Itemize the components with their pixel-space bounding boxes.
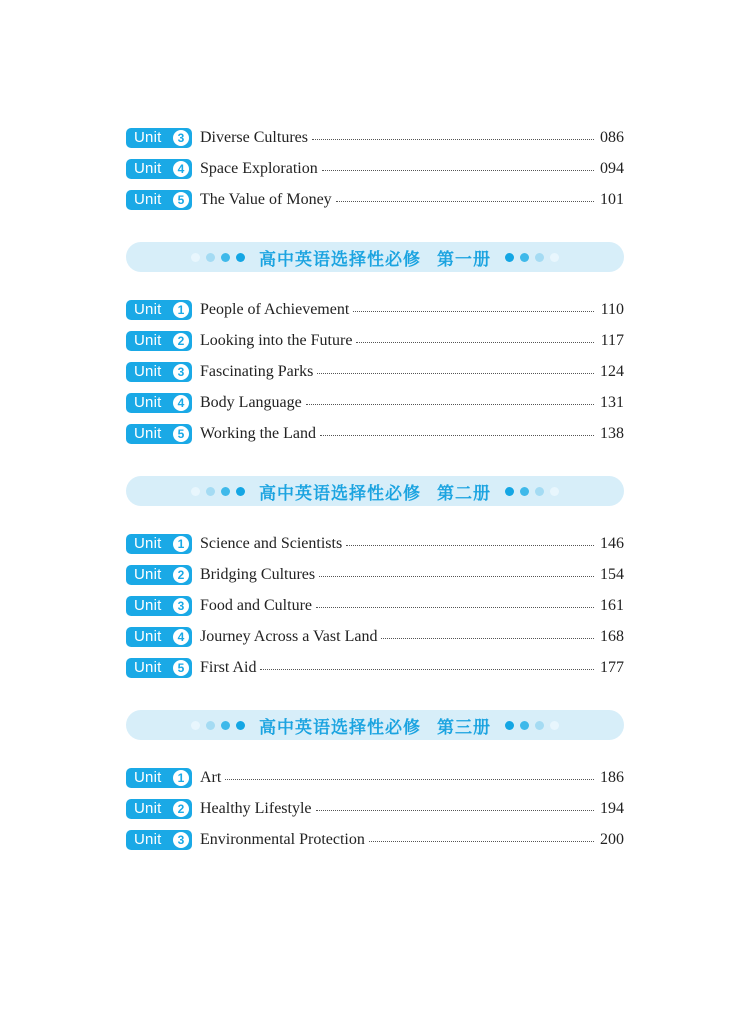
banner-dots-left: [191, 487, 245, 496]
dot-leader: [316, 810, 594, 811]
unit-number: 5: [173, 660, 189, 676]
page-number: 086: [600, 128, 624, 146]
banner-dots-right: [505, 487, 559, 496]
unit-number: 1: [173, 302, 189, 318]
volume-banner-3: [126, 710, 624, 740]
unit-number: 3: [173, 832, 189, 848]
banner-title: [259, 479, 491, 504]
volume-name: 第二册: [437, 483, 491, 504]
toc-entry[interactable]: [126, 325, 624, 356]
page-number: 138: [600, 424, 624, 442]
toc-entry[interactable]: [126, 528, 624, 559]
dot-leader: [336, 201, 594, 202]
volume-name: 第一册: [437, 249, 491, 270]
table-of-contents: [126, 122, 624, 855]
unit-label: Unit: [134, 425, 162, 442]
unit-label: Unit: [134, 394, 162, 411]
unit-label: Unit: [134, 800, 162, 817]
banner-title: [259, 713, 491, 738]
toc-entry[interactable]: [126, 824, 624, 855]
toc-entry[interactable]: [126, 356, 624, 387]
unit-badge: [126, 830, 192, 850]
dot-leader: [316, 607, 594, 608]
dot-leader: [356, 342, 594, 343]
toc-entry[interactable]: [126, 652, 624, 683]
unit-label: Unit: [134, 597, 162, 614]
unit-label: Unit: [134, 301, 162, 318]
banner-dots-left: [191, 253, 245, 262]
toc-entry[interactable]: [126, 762, 624, 793]
unit-label: Unit: [134, 535, 162, 552]
toc-entry[interactable]: [126, 184, 624, 215]
unit-number: 4: [173, 161, 189, 177]
dot-leader: [260, 669, 594, 670]
toc-entry[interactable]: [126, 590, 624, 621]
unit-badge: [126, 128, 192, 148]
dot-leader: [320, 435, 594, 436]
entry-title: The Value of Money: [200, 190, 332, 208]
page-number: 186: [600, 768, 624, 786]
page-number: 146: [600, 534, 624, 552]
unit-label: Unit: [134, 363, 162, 380]
entry-title: Journey Across a Vast Land: [200, 627, 378, 645]
entry-title: Looking into the Future: [200, 331, 353, 349]
unit-badge: [126, 424, 192, 444]
volume-banner-2: [126, 476, 624, 506]
entry-title: Working the Land: [200, 424, 317, 442]
page-number: 177: [600, 658, 624, 676]
entry-title: First Aid: [200, 658, 257, 676]
entry-title: Space Exploration: [200, 159, 318, 177]
page-number: 200: [600, 830, 624, 848]
page-number: 131: [600, 393, 624, 411]
toc-entry[interactable]: [126, 122, 624, 153]
unit-badge: [126, 300, 192, 320]
unit-badge: [126, 799, 192, 819]
banner-dots-right: [505, 253, 559, 262]
entry-title: Diverse Cultures: [200, 128, 308, 146]
unit-number: 4: [173, 629, 189, 645]
section-continued: [126, 122, 624, 215]
unit-number: 2: [173, 801, 189, 817]
toc-entry[interactable]: [126, 418, 624, 449]
toc-entry[interactable]: [126, 387, 624, 418]
banner-title: [259, 245, 491, 270]
unit-badge: [126, 534, 192, 554]
unit-label: Unit: [134, 160, 162, 177]
banner-dots-left: [191, 721, 245, 730]
page-number: 101: [600, 190, 624, 208]
page-number: 194: [600, 799, 624, 817]
unit-label: Unit: [134, 332, 162, 349]
page-number: 124: [600, 362, 624, 380]
dot-leader: [225, 779, 594, 780]
toc-entry[interactable]: [126, 559, 624, 590]
unit-label: Unit: [134, 769, 162, 786]
volume-name: 第三册: [437, 717, 491, 738]
page-number: 168: [600, 627, 624, 645]
banner-dots-right: [505, 721, 559, 730]
unit-number: 3: [173, 364, 189, 380]
entry-title: Environmental Protection: [200, 830, 365, 848]
unit-badge: [126, 658, 192, 678]
section-volume-1: [126, 294, 624, 449]
unit-number: 1: [173, 536, 189, 552]
unit-badge: [126, 627, 192, 647]
dot-leader: [312, 139, 594, 140]
dot-leader: [306, 404, 594, 405]
series-name: 高中英语选择性必修: [259, 249, 421, 270]
toc-entry[interactable]: [126, 153, 624, 184]
unit-number: 5: [173, 192, 189, 208]
toc-entry[interactable]: [126, 621, 624, 652]
unit-badge: [126, 159, 192, 179]
page-number: 094: [600, 159, 624, 177]
entry-title: Body Language: [200, 393, 302, 411]
unit-number: 5: [173, 426, 189, 442]
series-name: 高中英语选择性必修: [259, 717, 421, 738]
page-number: 117: [600, 331, 624, 349]
unit-label: Unit: [134, 659, 162, 676]
unit-badge: [126, 393, 192, 413]
unit-number: 3: [173, 130, 189, 146]
dot-leader: [317, 373, 594, 374]
page-number: 154: [600, 565, 624, 583]
page-number: 161: [600, 596, 624, 614]
entry-title: Bridging Cultures: [200, 565, 316, 583]
unit-badge: [126, 596, 192, 616]
unit-number: 2: [173, 567, 189, 583]
section-volume-3: [126, 762, 624, 855]
unit-label: Unit: [134, 831, 162, 848]
unit-label: Unit: [134, 191, 162, 208]
toc-entry[interactable]: [126, 793, 624, 824]
unit-number: 3: [173, 598, 189, 614]
unit-badge: [126, 565, 192, 585]
unit-number: 1: [173, 770, 189, 786]
entry-title: Fascinating Parks: [200, 362, 314, 380]
dot-leader: [319, 576, 594, 577]
dot-leader: [322, 170, 594, 171]
unit-number: 4: [173, 395, 189, 411]
dot-leader: [381, 638, 594, 639]
page-number: 110: [600, 300, 624, 318]
dot-leader: [353, 311, 594, 312]
dot-leader: [369, 841, 594, 842]
unit-label: Unit: [134, 628, 162, 645]
entry-title: Art: [200, 768, 222, 786]
unit-label: Unit: [134, 129, 162, 146]
toc-entry[interactable]: [126, 294, 624, 325]
entry-title: People of Achievement: [200, 300, 350, 318]
section-volume-2: [126, 528, 624, 683]
entry-title: Food and Culture: [200, 596, 312, 614]
unit-label: Unit: [134, 566, 162, 583]
unit-badge: [126, 362, 192, 382]
entry-title: Healthy Lifestyle: [200, 799, 312, 817]
unit-badge: [126, 190, 192, 210]
unit-badge: [126, 331, 192, 351]
series-name: 高中英语选择性必修: [259, 483, 421, 504]
volume-banner-1: [126, 242, 624, 272]
entry-title: Science and Scientists: [200, 534, 343, 552]
dot-leader: [346, 545, 594, 546]
unit-badge: [126, 768, 192, 788]
unit-number: 2: [173, 333, 189, 349]
